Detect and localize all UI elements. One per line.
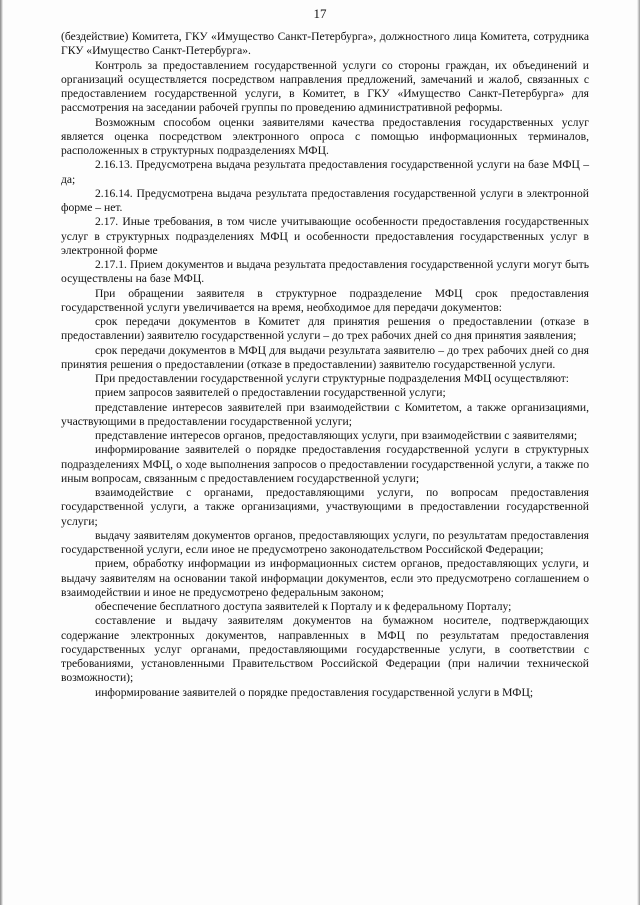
paragraph: 2.17. Иные требования, в том числе учитывающие особенности предоставления государственных услуг в структурных подразделениях МФЦ и особенности предоставления государственных услуг в электронной форме <box>61 215 589 257</box>
scan-edge-left <box>0 0 3 905</box>
paragraph: (бездействие) Комитета, ГКУ «Имущество Санкт-Петербурга», должностного лица Комитета, сотрудника ГКУ «Имущество Санкт-Петербурга». <box>61 30 589 58</box>
paragraph: обеспечение бесплатного доступа заявителей к Порталу и к федеральному Порталу; <box>95 600 512 613</box>
paragraph: представление интересов органов, предоставляющих услуги, при взаимодействии с заявителями; <box>95 429 578 442</box>
paragraph: информирование заявителей о порядке предоставления государственной услуги в МФЦ; <box>95 685 534 699</box>
paragraph: Возможным способом оценки заявителями качества предоставления государственных услуг является оценка посредством электронного опроса с помощью информационных терминалов, расположенных в структурных подразделениях МФЦ. <box>61 115 589 157</box>
paragraph: срок передачи документов в МФЦ для выдачи результата заявителю – до трех рабочих дней со дня принятия решения о предоставлении (отказе в предоставлении) заявителю государственной услуги. <box>61 343 589 371</box>
paragraph: выдачу заявителям документов органов, предоставляющих услуги, по результатам предоставления государственной услуги, если иное не предусмотрено законодательством Российской Федерации; <box>61 528 589 556</box>
paragraph: прием запросов заявителей о предоставлении государственной услуги; <box>95 386 446 400</box>
paragraph: срок передачи документов в Комитет для принятия решения о предоставлении (отказе в предоставлении) заявителю государственной услуги – до трех рабочих дней со дня принятия заявления; <box>61 315 589 343</box>
paragraph: составление и выдачу заявителям документов на бумажном носителе, подтверждающих содержание электронных документов, направленных в МФЦ по результатам предоставления государственных услуг органами, предоставляющими государственные услуги, в соответствии с требованиями, установленными Правительством Российской Федерации (при наличии технической возможности); <box>61 614 589 685</box>
body-text <box>61 30 589 700</box>
paragraph: информирование заявителей о порядке предоставления государственной услуги в структурных подразделениях МФЦ, о ходе выполнения запросов о предоставлении государственной услуги, а также по иным вопросам, связанным с предоставлением государственной услуги; <box>61 443 589 485</box>
paragraph: Контроль за предоставлением государственной услуги со стороны граждан, их объединений и организаций осуществляется посредством направления предложений, замечаний и жалоб, связанных с предоставлением государственной услуги, в Комитет, в ГКУ «Имущество Санкт-Петербурга» для рассмотрения на заседании рабочей группы по проведению административной реформы. <box>61 58 589 115</box>
paragraph: прием, обработку информации из информационных систем органов, предоставляющих услуги, и выдачу заявителям на основании такой информации документов, если это предусмотрено соглашением о взаимодействии и иное не предусмотрено федеральным законом; <box>61 557 589 599</box>
page-number: 17 <box>313 6 327 21</box>
paragraph: представление интересов заявителей при взаимодействии с Комитетом, а также организациями, участвующими в предоставлении государственной услуги; <box>61 400 589 428</box>
paragraph: взаимодействие с органами, предоставляющими услуги, по вопросам предоставления государственной услуги, а также организациями, участвующими в предоставлении государственной услуги; <box>61 486 589 528</box>
paragraph: 2.16.14. Предусмотрена выдача результата предоставления государственной услуги в электронной форме – нет. <box>61 186 589 214</box>
paragraph: При предоставлении государственной услуги структурные подразделения МФЦ осуществляют: <box>95 372 570 385</box>
paragraph: 2.17.1. Прием документов и выдача результата предоставления государственной услуги могут быть осуществлены на базе МФЦ. <box>61 258 589 286</box>
paragraph: 2.16.13. Предусмотрена выдача результата предоставления государственной услуги на базе МФЦ – да; <box>61 158 589 186</box>
paragraph: При обращении заявителя в структурное подразделение МФЦ срок предоставления государственной услуги увеличивается на время, необходимое для передачи документов: <box>61 286 589 314</box>
